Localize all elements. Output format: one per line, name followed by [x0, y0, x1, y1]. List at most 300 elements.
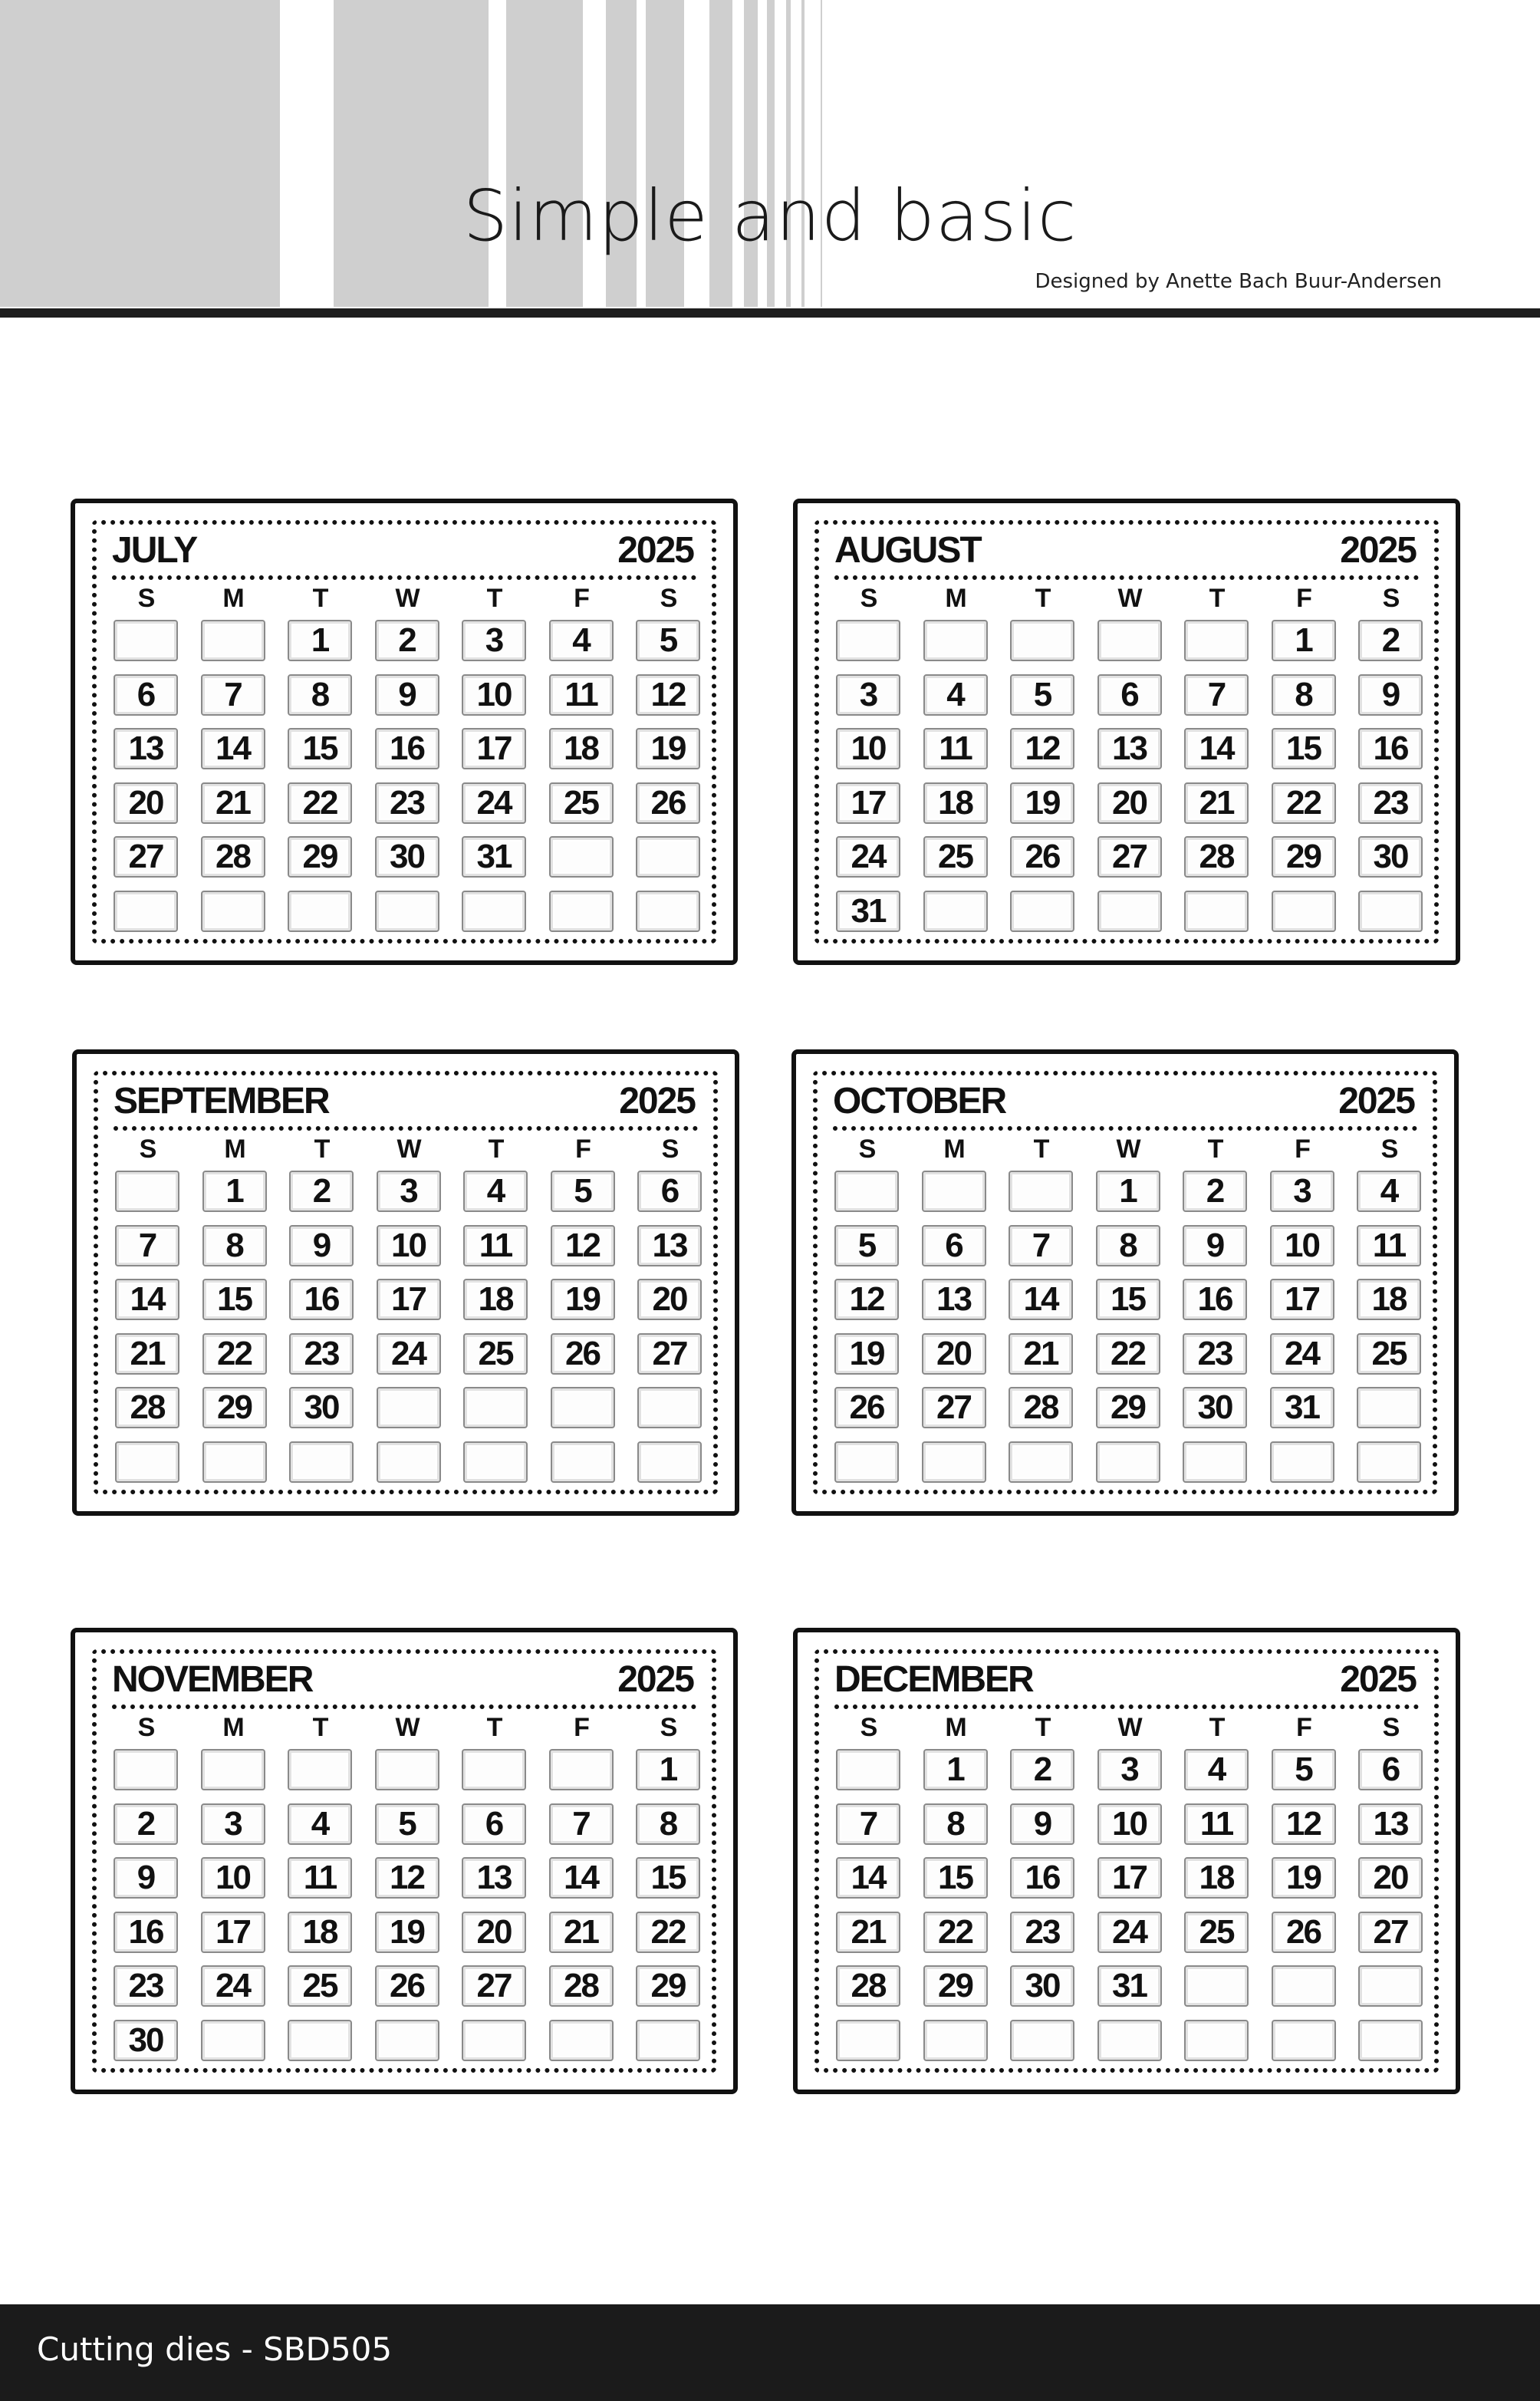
day-cell: 30 — [1183, 1387, 1247, 1428]
empty-day-cell — [1010, 620, 1074, 661]
day-cell: 31 — [1270, 1387, 1334, 1428]
day-cell: 15 — [288, 728, 352, 769]
weekday-label: T — [312, 584, 329, 613]
day-cell: 2 — [1183, 1171, 1247, 1212]
empty-day-cell — [114, 1749, 178, 1790]
day-cell: 4 — [463, 1171, 528, 1212]
weekday-label: M — [943, 1135, 966, 1164]
day-cell: 23 — [1358, 782, 1423, 824]
day-grid — [115, 1171, 706, 1485]
empty-day-cell — [288, 891, 352, 932]
day-cell: 24 — [1270, 1333, 1334, 1375]
day-cell: 9 — [289, 1225, 354, 1266]
empty-day-cell — [1010, 891, 1074, 932]
empty-day-cell — [636, 891, 700, 932]
day-cell: 2 — [289, 1171, 354, 1212]
year-label: 2025 — [617, 529, 693, 571]
day-cell: 8 — [636, 1803, 700, 1845]
day-cell: 1 — [1272, 620, 1336, 661]
day-cell: 16 — [289, 1279, 354, 1320]
empty-day-cell — [834, 1441, 899, 1483]
year-label: 2025 — [1340, 1658, 1416, 1700]
product-code-label: Cutting dies - SBD505 — [37, 2330, 393, 2368]
empty-day-cell — [462, 1749, 526, 1790]
day-cell: 5 — [1272, 1749, 1336, 1790]
day-cell: 22 — [1096, 1333, 1160, 1375]
day-cell: 7 — [836, 1803, 900, 1845]
calendar-card — [71, 1628, 738, 2094]
day-cell: 21 — [1009, 1333, 1073, 1375]
empty-day-cell — [1358, 2020, 1423, 2061]
month-label: AUGUST — [834, 529, 981, 571]
empty-day-cell — [1184, 891, 1249, 932]
weekday-row — [836, 586, 1426, 611]
day-cell: 13 — [922, 1279, 986, 1320]
day-cell: 19 — [551, 1279, 615, 1320]
day-cell: 18 — [288, 1912, 352, 1953]
empty-day-cell — [377, 1387, 441, 1428]
weekday-label: S — [860, 584, 878, 613]
day-cell: 27 — [922, 1387, 986, 1428]
empty-day-cell — [1357, 1387, 1421, 1428]
day-cell: 7 — [1009, 1225, 1073, 1266]
day-cell: 9 — [1183, 1225, 1247, 1266]
empty-day-cell — [1184, 1965, 1249, 2007]
day-cell: 27 — [1358, 1912, 1423, 1953]
day-cell: 5 — [1010, 674, 1074, 716]
day-cell: 6 — [114, 674, 178, 716]
empty-day-cell — [201, 2020, 265, 2061]
weekday-row — [834, 1135, 1425, 1164]
day-cell: 17 — [1270, 1279, 1334, 1320]
weekday-label: M — [222, 584, 245, 613]
empty-day-cell — [1097, 620, 1162, 661]
day-cell: 27 — [462, 1965, 526, 2007]
day-cell: 12 — [375, 1857, 439, 1899]
day-cell: 5 — [375, 1803, 439, 1845]
empty-day-cell — [375, 891, 439, 932]
day-cell: 29 — [923, 1965, 988, 2007]
header-stripe — [786, 0, 791, 307]
day-cell: 20 — [114, 782, 178, 824]
empty-day-cell — [836, 1749, 900, 1790]
day-cell: 24 — [1097, 1912, 1162, 1953]
weekday-label: T — [1033, 1135, 1050, 1164]
day-cell: 23 — [1183, 1333, 1247, 1375]
day-cell: 9 — [375, 674, 439, 716]
day-cell: 12 — [1010, 728, 1074, 769]
header-stripe — [767, 0, 775, 307]
day-cell: 27 — [637, 1333, 702, 1375]
day-cell: 29 — [202, 1387, 267, 1428]
day-cell: 31 — [836, 891, 900, 932]
day-cell: 15 — [202, 1279, 267, 1320]
day-cell: 8 — [923, 1803, 988, 1845]
header-stripe — [709, 0, 732, 307]
day-cell: 31 — [1097, 1965, 1162, 2007]
day-grid — [834, 1171, 1425, 1485]
footer-bar — [0, 2304, 1540, 2401]
empty-day-cell — [1009, 1441, 1073, 1483]
weekday-label: F — [575, 1135, 591, 1164]
empty-day-cell — [463, 1387, 528, 1428]
day-cell: 14 — [1184, 728, 1249, 769]
day-cell: 17 — [462, 728, 526, 769]
empty-day-cell — [288, 1749, 352, 1790]
day-cell: 20 — [462, 1912, 526, 1953]
day-cell: 4 — [1357, 1171, 1421, 1212]
day-cell: 30 — [1358, 836, 1423, 878]
day-cell: 8 — [202, 1225, 267, 1266]
day-cell: 16 — [1010, 1857, 1074, 1899]
header-dotted-rule — [114, 1126, 698, 1131]
day-cell: 16 — [114, 1912, 178, 1953]
day-cell: 25 — [288, 1965, 352, 2007]
day-cell: 13 — [1358, 1803, 1423, 1845]
day-cell: 20 — [922, 1333, 986, 1375]
weekday-label: W — [395, 584, 420, 613]
header-stripe — [606, 0, 637, 307]
day-cell: 12 — [551, 1225, 615, 1266]
day-cell: 21 — [549, 1912, 614, 1953]
calendar-header — [833, 1082, 1414, 1120]
empty-day-cell — [1270, 1441, 1334, 1483]
day-cell: 30 — [375, 836, 439, 878]
day-cell: 3 — [377, 1171, 441, 1212]
empty-day-cell — [1184, 2020, 1249, 2061]
header-dotted-rule — [833, 1126, 1417, 1131]
empty-day-cell — [201, 620, 265, 661]
empty-day-cell — [549, 836, 614, 878]
day-grid — [836, 1749, 1426, 2063]
empty-day-cell — [551, 1441, 615, 1483]
calendar-card — [791, 1049, 1459, 1516]
empty-day-cell — [115, 1441, 179, 1483]
weekday-label: T — [486, 1713, 503, 1742]
day-cell: 14 — [201, 728, 265, 769]
day-cell: 10 — [1097, 1803, 1162, 1845]
day-cell: 11 — [1184, 1803, 1249, 1845]
day-cell: 22 — [202, 1333, 267, 1375]
day-cell: 3 — [462, 620, 526, 661]
day-cell: 16 — [1358, 728, 1423, 769]
weekday-label: W — [1117, 1713, 1143, 1742]
day-cell: 25 — [923, 836, 988, 878]
empty-day-cell — [1184, 620, 1249, 661]
designer-credit: Designed by Anette Bach Buur-Andersen — [1035, 270, 1442, 293]
empty-day-cell — [114, 891, 178, 932]
day-cell: 1 — [1096, 1171, 1160, 1212]
weekday-label: T — [1207, 1135, 1224, 1164]
empty-day-cell — [1358, 1965, 1423, 2007]
empty-day-cell — [1272, 1965, 1336, 2007]
day-cell: 23 — [375, 782, 439, 824]
day-cell: 1 — [923, 1749, 988, 1790]
day-cell: 8 — [288, 674, 352, 716]
empty-day-cell — [462, 891, 526, 932]
weekday-label: F — [1295, 1135, 1311, 1164]
weekday-label: T — [1035, 584, 1051, 613]
day-cell: 5 — [636, 620, 700, 661]
year-label: 2025 — [1338, 1080, 1414, 1121]
empty-day-cell — [836, 620, 900, 661]
header-stripe — [334, 0, 489, 307]
day-cell: 5 — [834, 1225, 899, 1266]
weekday-label: W — [1116, 1135, 1141, 1164]
day-cell: 12 — [1272, 1803, 1336, 1845]
empty-day-cell — [377, 1441, 441, 1483]
day-cell: 4 — [288, 1803, 352, 1845]
empty-day-cell — [1097, 891, 1162, 932]
calendar-card — [793, 499, 1460, 965]
day-cell: 21 — [201, 782, 265, 824]
weekday-label: S — [1382, 584, 1400, 613]
day-grid — [836, 620, 1426, 934]
weekday-label: S — [1382, 1713, 1400, 1742]
day-cell: 24 — [462, 782, 526, 824]
weekday-label: F — [1296, 584, 1312, 613]
weekday-row — [836, 1715, 1426, 1740]
empty-day-cell — [549, 891, 614, 932]
day-cell: 13 — [1097, 728, 1162, 769]
day-cell: 2 — [375, 620, 439, 661]
day-cell: 22 — [1272, 782, 1336, 824]
day-cell: 22 — [923, 1912, 988, 1953]
header-stripe — [801, 0, 805, 307]
day-cell: 20 — [1358, 1857, 1423, 1899]
day-cell: 18 — [1357, 1279, 1421, 1320]
header-stripe — [821, 0, 822, 307]
day-cell: 18 — [549, 728, 614, 769]
empty-day-cell — [923, 620, 988, 661]
weekday-label: M — [945, 1713, 967, 1742]
day-cell: 26 — [1010, 836, 1074, 878]
empty-day-cell — [549, 1749, 614, 1790]
day-cell: 31 — [462, 836, 526, 878]
calendar-header — [112, 1660, 693, 1698]
day-cell: 13 — [637, 1225, 702, 1266]
calendar-card — [72, 1049, 739, 1516]
empty-day-cell — [462, 2020, 526, 2061]
empty-day-cell — [637, 1441, 702, 1483]
day-cell: 20 — [637, 1279, 702, 1320]
weekday-label: W — [1117, 584, 1143, 613]
day-cell: 23 — [114, 1965, 178, 2007]
header-stripe — [0, 0, 280, 307]
empty-day-cell — [551, 1387, 615, 1428]
empty-day-cell — [201, 891, 265, 932]
empty-day-cell — [1009, 1171, 1073, 1212]
day-cell: 17 — [836, 782, 900, 824]
empty-day-cell — [922, 1171, 986, 1212]
month-label: NOVEMBER — [112, 1658, 313, 1700]
empty-day-cell — [114, 620, 178, 661]
day-cell: 17 — [1097, 1857, 1162, 1899]
weekday-label: W — [397, 1135, 422, 1164]
empty-day-cell — [1097, 2020, 1162, 2061]
day-cell: 1 — [288, 620, 352, 661]
empty-day-cell — [1272, 891, 1336, 932]
day-cell: 6 — [462, 1803, 526, 1845]
empty-day-cell — [1183, 1441, 1247, 1483]
empty-day-cell — [923, 891, 988, 932]
month-label: DECEMBER — [834, 1658, 1033, 1700]
day-grid — [114, 1749, 704, 2063]
day-cell: 9 — [1010, 1803, 1074, 1845]
day-cell: 26 — [834, 1387, 899, 1428]
empty-day-cell — [836, 2020, 900, 2061]
day-cell: 6 — [1358, 1749, 1423, 1790]
empty-day-cell — [1358, 891, 1423, 932]
empty-day-cell — [1357, 1441, 1421, 1483]
weekday-label: S — [860, 1713, 878, 1742]
header-stripe — [744, 0, 758, 307]
day-cell: 11 — [923, 728, 988, 769]
empty-day-cell — [922, 1441, 986, 1483]
day-cell: 25 — [549, 782, 614, 824]
day-cell: 7 — [115, 1225, 179, 1266]
day-cell: 26 — [551, 1333, 615, 1375]
day-cell: 11 — [463, 1225, 528, 1266]
weekday-label: T — [1035, 1713, 1051, 1742]
day-cell: 28 — [1184, 836, 1249, 878]
weekday-label: S — [661, 1135, 680, 1164]
weekday-label: T — [486, 584, 503, 613]
day-cell: 2 — [1010, 1749, 1074, 1790]
day-cell: 10 — [377, 1225, 441, 1266]
day-cell: 10 — [201, 1857, 265, 1899]
header-dotted-rule — [834, 575, 1419, 580]
weekday-label: S — [137, 584, 156, 613]
day-cell: 29 — [636, 1965, 700, 2007]
weekday-label: F — [574, 1713, 590, 1742]
day-cell: 26 — [1272, 1912, 1336, 1953]
day-cell: 7 — [201, 674, 265, 716]
day-cell: 11 — [1357, 1225, 1421, 1266]
empty-day-cell — [1096, 1441, 1160, 1483]
day-cell: 9 — [1358, 674, 1423, 716]
empty-day-cell — [636, 836, 700, 878]
calendar-card — [793, 1628, 1460, 2094]
day-cell: 25 — [1357, 1333, 1421, 1375]
day-cell: 22 — [636, 1912, 700, 1953]
empty-day-cell — [923, 2020, 988, 2061]
weekday-row — [114, 1715, 704, 1740]
day-cell: 20 — [1097, 782, 1162, 824]
day-cell: 3 — [836, 674, 900, 716]
day-cell: 18 — [463, 1279, 528, 1320]
header-stripe — [646, 0, 684, 307]
day-cell: 30 — [1010, 1965, 1074, 2007]
day-cell: 3 — [201, 1803, 265, 1845]
day-cell: 13 — [462, 1857, 526, 1899]
weekday-label: F — [574, 584, 590, 613]
header-divider — [0, 308, 1540, 318]
day-cell: 4 — [923, 674, 988, 716]
empty-day-cell — [288, 2020, 352, 2061]
day-cell: 6 — [922, 1225, 986, 1266]
day-cell: 7 — [1184, 674, 1249, 716]
day-cell: 8 — [1272, 674, 1336, 716]
day-cell: 17 — [377, 1279, 441, 1320]
weekday-label: T — [1209, 584, 1226, 613]
year-label: 2025 — [619, 1080, 695, 1121]
day-cell: 3 — [1097, 1749, 1162, 1790]
day-cell: 6 — [1097, 674, 1162, 716]
day-cell: 12 — [834, 1279, 899, 1320]
empty-day-cell — [834, 1171, 899, 1212]
weekday-label: F — [1296, 1713, 1312, 1742]
empty-day-cell — [375, 2020, 439, 2061]
day-cell: 15 — [1096, 1279, 1160, 1320]
month-label: JULY — [112, 529, 197, 571]
weekday-label: M — [945, 584, 967, 613]
day-cell: 14 — [549, 1857, 614, 1899]
day-cell: 2 — [114, 1803, 178, 1845]
header-dotted-rule — [834, 1704, 1419, 1709]
day-cell: 2 — [1358, 620, 1423, 661]
day-cell: 13 — [114, 728, 178, 769]
empty-day-cell — [289, 1441, 354, 1483]
weekday-label: T — [488, 1135, 505, 1164]
weekday-label: S — [660, 1713, 678, 1742]
day-cell: 1 — [636, 1749, 700, 1790]
day-cell: 21 — [1184, 782, 1249, 824]
day-cell: 7 — [549, 1803, 614, 1845]
day-cell: 18 — [923, 782, 988, 824]
weekday-label: S — [1380, 1135, 1399, 1164]
empty-day-cell — [463, 1441, 528, 1483]
weekday-row — [115, 1135, 706, 1164]
weekday-label: S — [858, 1135, 877, 1164]
day-cell: 27 — [114, 836, 178, 878]
day-cell: 23 — [1010, 1912, 1074, 1953]
day-cell: 17 — [201, 1912, 265, 1953]
calendar-header — [834, 531, 1416, 569]
day-cell: 28 — [549, 1965, 614, 2007]
day-cell: 14 — [115, 1279, 179, 1320]
day-cell: 19 — [375, 1912, 439, 1953]
day-cell: 29 — [1272, 836, 1336, 878]
calendar-header — [834, 1660, 1416, 1698]
day-cell: 24 — [201, 1965, 265, 2007]
weekday-label: M — [222, 1713, 245, 1742]
weekday-label: S — [660, 584, 678, 613]
brand-title: Simple and basic — [462, 175, 1078, 257]
day-cell: 26 — [375, 1965, 439, 2007]
year-label: 2025 — [1340, 529, 1416, 571]
month-label: SEPTEMBER — [114, 1080, 329, 1121]
day-cell: 28 — [201, 836, 265, 878]
day-cell: 30 — [289, 1387, 354, 1428]
day-cell: 19 — [1010, 782, 1074, 824]
day-cell: 28 — [115, 1387, 179, 1428]
day-cell: 29 — [1096, 1387, 1160, 1428]
day-cell: 28 — [836, 1965, 900, 2007]
day-cell: 26 — [636, 782, 700, 824]
product-header — [0, 0, 1540, 307]
calendar-header — [112, 531, 693, 569]
day-cell: 6 — [637, 1171, 702, 1212]
day-cell: 18 — [1184, 1857, 1249, 1899]
empty-day-cell — [201, 1749, 265, 1790]
empty-day-cell — [549, 2020, 614, 2061]
weekday-label: T — [312, 1713, 329, 1742]
calendar-card — [71, 499, 738, 965]
empty-day-cell — [637, 1387, 702, 1428]
empty-day-cell — [636, 2020, 700, 2061]
day-cell: 28 — [1009, 1387, 1073, 1428]
